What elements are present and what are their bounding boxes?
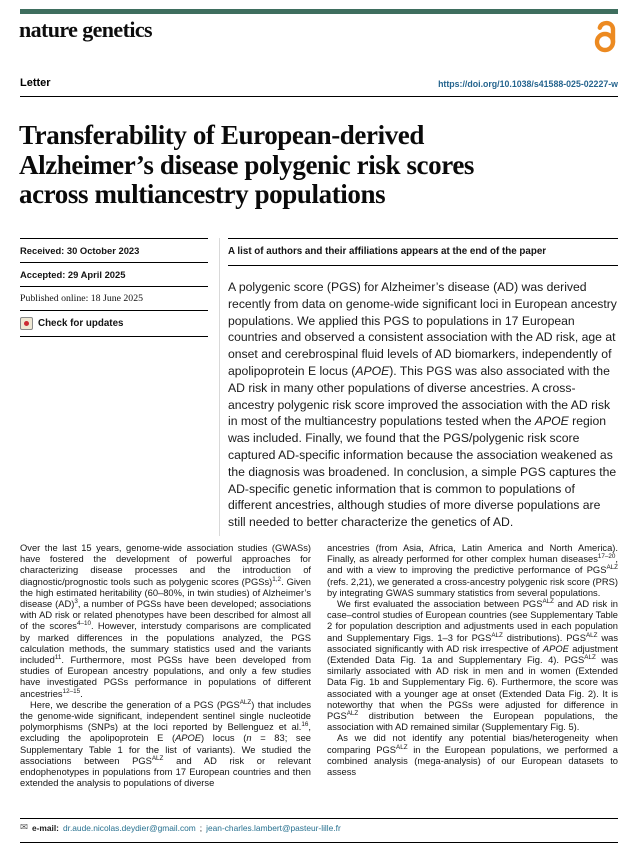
accepted-date: Accepted: 29 April 2025 <box>20 262 208 286</box>
article-title: Transferability of European-derived Alzheimer’s disease polygenic risk scores across multiancestry populations <box>19 120 475 210</box>
authors-note: A list of authors and their affiliations appears at the end of the paper <box>228 238 618 266</box>
received-date: Received: 30 October 2023 <box>20 238 208 262</box>
body-column-right <box>327 543 618 778</box>
body-paragraph: Over the last 15 years, genome-wide association studies (GWASs) have fostered the development of powerful approaches for characterizing disease processes and the introduction of diagnostic/prognostic tools such as polygenic scores (PGSs)$^{1,2}$. Given the high estimated heritability (60–80%, in twin studies) of Alzheimer’s disease (AD)$^3$, a number of PGSs have been developed; associations with AD risk or related phenotypes have been described for almost all of the scores$^{4-10}$. However, interstudy comparisons are complicated by marked differences in the populations analyzed, the PGS calculation methods, the summary statistics used and the variants included$^{11}$. Furthermore, most PGSs have been developed from studies of European ancestry populations, and only a few studies have investigated PGSs performance in populations of different ancestries$^{12-15}$. <box>20 543 311 699</box>
doi-link[interactable]: https://doi.org/10.1038/s41588-025-02227-w <box>438 79 618 89</box>
body-paragraph: Here, we describe the generation of a PGS $(PGS^{ALZ})$ that includes the genome-wide significant, independent sentinel single nucleotide polymorphisms (SNPs) at the loci reported by Bellenguez et al.$^{16}$, excluding the apolipoprotein E (APOE) locus (n = 83; see Supplementary Table 1 for the list of variants). We studied the associations between $PGS^{ALZ}$ and AD risk or relevant endophenotypes in populations from 17 European countries and then extended the analysis to populations of diverse <box>20 698 312 789</box>
body-paragraph: As we did not identify any potential bias/heterogeneity when comparing $PGS^{ALZ}$ in the European populations, we performed a combined analysis (mega-analysis) of our European datasets to assess <box>327 733 618 778</box>
published-date: Published online: 18 June 2025 <box>20 286 208 310</box>
body-paragraph: We first evaluated the association between $PGS^{ALZ}$ and AD risk in case–control studies of European countries (see Supplementary Table 2 for population description and adjustments used in each population and Supplementary Figs. 1–3 for $PGS^{ALZ}$ distributions). $PGS^{ALZ}$ was associated significantly with AD risk irrespective of APOE adjustment (Extended Data Fig. 1a and Supplementary Fig. 4). $PGS^{ALZ}$ was similarly associated with AD risk in men and in women (Extended Data Fig. 1b and Supplementary Fig. 6). Furthermore, the score was associated with a younger age at onset (Extended Data Fig. 2). It is noteworthy that when the PGSs were adjusted for difference in $PGS^{ALZ}$ distribution between the European populations, the association with AD remained similar (Supplementary Fig. 5). <box>327 597 619 733</box>
masthead-row <box>20 77 618 97</box>
article-history-panel <box>20 238 208 337</box>
check-for-updates-button[interactable] <box>20 310 208 337</box>
footer-rule <box>20 818 618 819</box>
abstract-text: A polygenic score (PGS) for Alzheimer’s disease (AD) was derived recently from data on genome-wide significant loci in European ancestry populations. We applied this PGS to populations in 17 European countries and observed a consistent association with the AD risk, age at onset and cerebrospinal fluid levels of AD biomarkers, independently of apolipoprotein E locus (APOE). This PGS was also associated with the AD risk in many other populations of diverse ancestries. A cross-ancestry polygenic risk score improved the association with the AD risk in most of the multiancestry populations tested when the APOE region was included. Finally, we found that the PGS/polygenic risk score captured AD-specific information because the association weakened as the diagnosis was broadened. In conclusion, a simple PGS captures the AD-specific genetic information that is common to populations of different ancestries, although studies of more diverse populations are still needed to better characterize the genetics of AD. <box>228 280 617 530</box>
email-label: e-mail: <box>31 823 59 833</box>
email-link-2[interactable]: jean-charles.lambert@pasteur-lille.fr <box>206 823 341 833</box>
correspondence-line <box>20 823 618 833</box>
abstract-section <box>228 238 618 531</box>
journal-brand-bar <box>20 9 618 14</box>
page-bottom-rule <box>20 842 618 843</box>
article-type-label: Letter <box>20 77 51 89</box>
body-column-left <box>20 543 311 789</box>
open-access-icon <box>592 19 618 53</box>
journal-title: nature genetics <box>19 17 152 42</box>
check-for-updates-label: Check for updates <box>38 318 124 329</box>
body-paragraph: ancestries (from Asia, Africa, Latin America and North America). Finally, as already performed for other complex human diseases$^{17-20}$, and with a view to improving the predictive performance of $PGS^{ALZ}$ (refs. 2,21), we generated a cross-ancestry polygenic risk score (PRS) by integrating GWAS summary statistics from several populations. <box>327 543 618 598</box>
envelope-icon: ✉ <box>20 822 28 834</box>
email-separator: ; <box>199 823 203 833</box>
column-divider <box>219 238 220 536</box>
email-link-1[interactable]: dr.aude.nicolas.deydier@gmail.com <box>62 823 196 833</box>
crossmark-icon <box>20 317 33 330</box>
